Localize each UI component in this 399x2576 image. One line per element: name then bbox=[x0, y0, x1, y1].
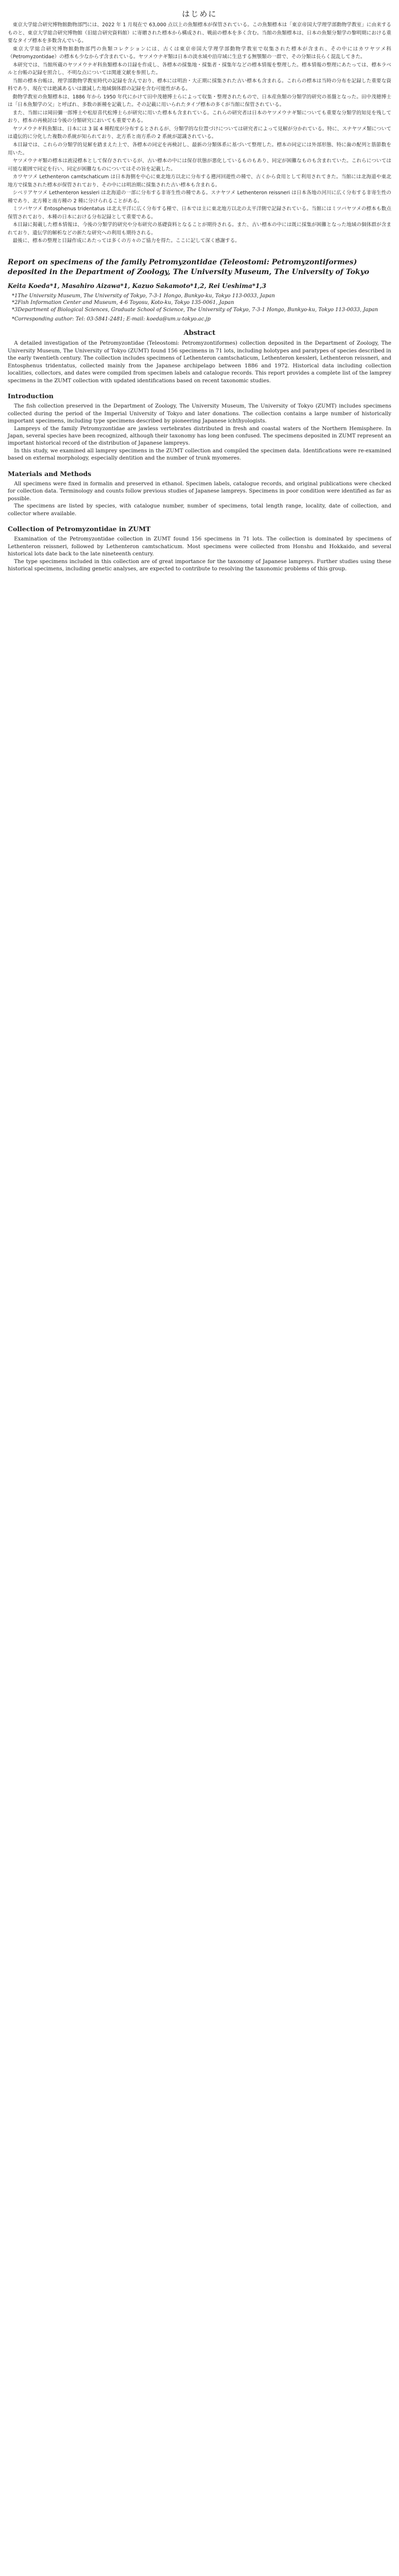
jp-paragraph: 本目録では、これらの分類学的見解を踏まえた上で、各標本の同定を再検討し、最新の分類体系に基づいて整理した。標本の同定には外部形態、特に歯の配列と筋節数を用いた。 bbox=[8, 142, 391, 156]
jp-paragraph: カワヤツメ Lethenteron camtschaticum は日本海側を中心に東北地方以北に分布する遡河回遊性の種で、古くから食用として利用されてきた。当館には北海道や東北地方で採集された標本が保管されており、その中には明治期に採集された古い標本も含まれる。 bbox=[8, 174, 391, 188]
corresponding-author: *Corresponding author: Tel: 03-5841-2481; E-mail: koeda@um.u-tokyo.ac.jp bbox=[12, 316, 211, 323]
intro-paragraph: The fish collection preserved in the Department of Zoology, The University Museum, The University of Tokyo (ZUMT) includes specimens collected during the period of the Imperial University of Tokyo and later donations. The collection contains a large number of historically important specimens, including type specimens described by pioneering Japanese ichthyologists. bbox=[8, 403, 391, 425]
introduction-heading: Introduction bbox=[8, 392, 54, 400]
paper-title: Report on specimens of the family Petromyzontidae (Teleostomi: Petromyzontiformes) deposited in the Department of Zoology, The University Museum, The University of Tokyo bbox=[8, 258, 370, 276]
jp-paragraph: ヤツメウナギ科魚類は、日本には 3 属 4 種程度が分布するとされるが、分類学的な位置づけについては研究者によって見解が分かれている。特に、スナヤツメ類については遺伝的に分化した複数の系統が知られており、北方系と南方系の 2 系統が認識されている。 bbox=[8, 126, 391, 140]
jp-paragraph: また、当館には岡田彌一郎博士や松原喜代松博士らが研究に用いた標本も含まれている。これらの研究者は日本のヤツメウナギ類についても重要な分類学的知見を残しており、標本の再検討は今後の分類研究においても重要である。 bbox=[8, 110, 391, 124]
abstract-text: A detailed investigation of the Petromyzontidae (Teleostomi: Petromyzontiformes) collection deposited in the Department of Zoology, The University Museum, The University of Tokyo (ZUMT) found 156 specimens in 71 lots, including holotypes and paratypes of species described in the early twentieth century. The collection includes specimens of Lethenteron camtschaticum, Lethenteron kessleri, Lethenteron reissneri, and Entosphenus tridentatus, collected mainly from the Japanese archipelago between 1886 and 1972. Historical data including collection localities, collectors, and dates were compiled from specimen labels and catalogue records. This report provides a complete list of the lamprey specimens in the ZUMT collection with updated identifications based on recent taxonomic studies. bbox=[8, 341, 391, 384]
jp-section-heading: はじめに bbox=[182, 9, 217, 19]
abstract-body bbox=[8, 340, 391, 385]
jp-body bbox=[8, 21, 391, 245]
jp-paragraph: 動物学教室の魚類標本は、1886 年から 1950 年代にかけて田中茂穂博士らによって収集・整理されたもので、日本産魚類の分類学的研究の基盤となった。田中茂穂博士は「日本魚類学の父」と呼ばれ、多数の新種を記載した。その記載に用いられたタイプ標本の多くが当館に保管されている。 bbox=[8, 94, 391, 108]
jp-paragraph: 当館の標本台帳は、理学部動物学教室時代の記録を含んでおり、標本には明治・大正期に採集された古い標本も含まれる。これらの標本は当時の分布を記録した重要な資料であり、現在では絶滅あるいは激減した地域個体群の記録を含む可能性がある。 bbox=[8, 78, 391, 92]
jp-paragraph: 本研究では、当館所蔵のヤツメウナギ科魚類標本の目録を作成し、各標本の採集地・採集者・採集年などの標本情報を整理した。標本情報の整理にあたっては、標本ラベルと台帳の記録を照合し、不明な点については関連文献を参照した。 bbox=[8, 62, 391, 76]
methods-paragraph: All specimens were fixed in formalin and preserved in ethanol. Specimen labels, catalogue records, and original publications were checked for collection data. Terminology and counts follow previous studies of Japanese lampreys. Specimens in poor condition were identified as far as possible. bbox=[8, 481, 391, 502]
methods-paragraph: The specimens are listed by species, with catalogue number, number of specimens, total length range, locality, date of collection, and collector where available. bbox=[8, 503, 391, 517]
jp-paragraph: 最後に、標本の整理と目録作成にあたっては多くの方々のご協力を得た。ここに記して深く感謝する。 bbox=[12, 238, 240, 244]
affiliation: *3Department of Biological Sciences, Graduate School of Science, The University of Tokyo, 7-3-1 Hongo, Bunkyo-ku, Tokyo 113-0033, Japan bbox=[12, 307, 378, 313]
intro-paragraph: Lampreys of the family Petromyzontidae are jawless vertebrates distributed in fresh and coastal waters of the Northern Hemisphere. In Japan, several species have been recognized, although their taxonomy has long been confused. The specimens deposited in ZUMT represent an important historical record of the distribution of Japanese lampreys. bbox=[8, 426, 391, 447]
affiliation: *2Fish Information Center and Museum, 4-6 Toyosu, Koto-ku, Tokyo 135-0061, Japan bbox=[12, 300, 234, 306]
jp-paragraph: 東京大学総合研究博物館動物部門には、2022 年 1 月現在で 63,000 点以上の魚類標本が保管されている。この魚類標本は「東京帝国大学理学部動物学教室」に由来するものと、東京大学総合研究博物館（旧総合研究資料館）に寄贈された標本から構成され、戦前の標本を多く含む。当館の魚類標本は、日本の魚類分類学の黎明期における重要なタイプ標本を多数含んでいる。 bbox=[8, 22, 391, 44]
collection-paragraph: Examination of the Petromyzontidae collection in ZUMT found 156 specimens in 71 lots. The collection is dominated by specimens of Lethenteron reissneri, followed by Lethenteron camtschaticum. Most specimens were collected from Honshu and Hokkaido, and several historical lots date back to the late nineteenth century. bbox=[8, 536, 391, 557]
jp-paragraph: 東京大学総合研究博物館動物部門の魚類コレクションには、古くは東京帝国大学理学部動物学教室で収集された標本が含まれ、その中にはカワヤツメ科（Petromyzontidae）の標本も少なからず含まれている。ヤツメウナギ類は日本の淡水域や沿岸域に生息する無顎類の一群で、その分類は長らく混乱してきた。 bbox=[8, 46, 391, 60]
jp-paragraph: シベリアヤツメ Lethenteron kessleri は北海道の一部に分布する非寄生性の種である。スナヤツメ Lethenteron reissneri は日本各地の河川に広く分布する非寄生性の種であり、北方種と南方種の 2 種に分けられることがある。 bbox=[8, 190, 391, 204]
intro-paragraph: In this study, we examined all lamprey specimens in the ZUMT collection and compiled the specimen data. Identifications were re-examined based on external morphology, especially dentition and the number of trunk myomeres. bbox=[8, 448, 391, 462]
jp-paragraph: 本目録に掲載した標本情報は、今後の分類学的研究や分布研究の基礎資料となることが期待される。また、古い標本の中には既に採集が困難となった地域の個体群が含まれており、遺伝学的解析などの新たな研究への利用も期待される。 bbox=[8, 222, 391, 236]
jp-paragraph: ミツバヤツメ Entosphenus tridentatus は北太平洋に広く分布する種で、日本では主に東北地方以北の太平洋側で記録されている。当館にはミツバヤツメの標本も数点保管されており、本種の日本における分布記録として重要である。 bbox=[8, 206, 391, 220]
collection-paragraph: The type specimens included in this collection are of great importance for the taxonomy of Japanese lampreys. Further studies using these historical specimens, including genetic analyses, are expected to contribute to resolving the taxonomic problems of this group. bbox=[8, 558, 391, 572]
affiliation: *1The University Museum, The University of Tokyo, 7-3-1 Hongo, Bunkyo-ku, Tokyo 113-0033, Japan bbox=[12, 293, 275, 299]
page bbox=[0, 0, 399, 584]
affiliations bbox=[12, 293, 391, 314]
jp-paragraph: ヤツメウナギ類の標本は液浸標本として保存されているが、古い標本の中には保存状態が悪化しているものもあり、同定が困難なものも含まれていた。これらについては可能な範囲で同定を行い、同定が困難なものについてはその旨を記載した。 bbox=[8, 158, 391, 172]
collection-heading: Collection of Petromyzontidae in ZUMT bbox=[8, 525, 151, 533]
abstract-heading: Abstract bbox=[183, 329, 216, 337]
author-list: Keita Koeda*1, Masahiro Aizawa*1, Kazuo Sakamoto*1,2, Rei Ueshima*1,3 bbox=[8, 282, 267, 290]
methods-heading: Materials and Methods bbox=[8, 469, 92, 478]
